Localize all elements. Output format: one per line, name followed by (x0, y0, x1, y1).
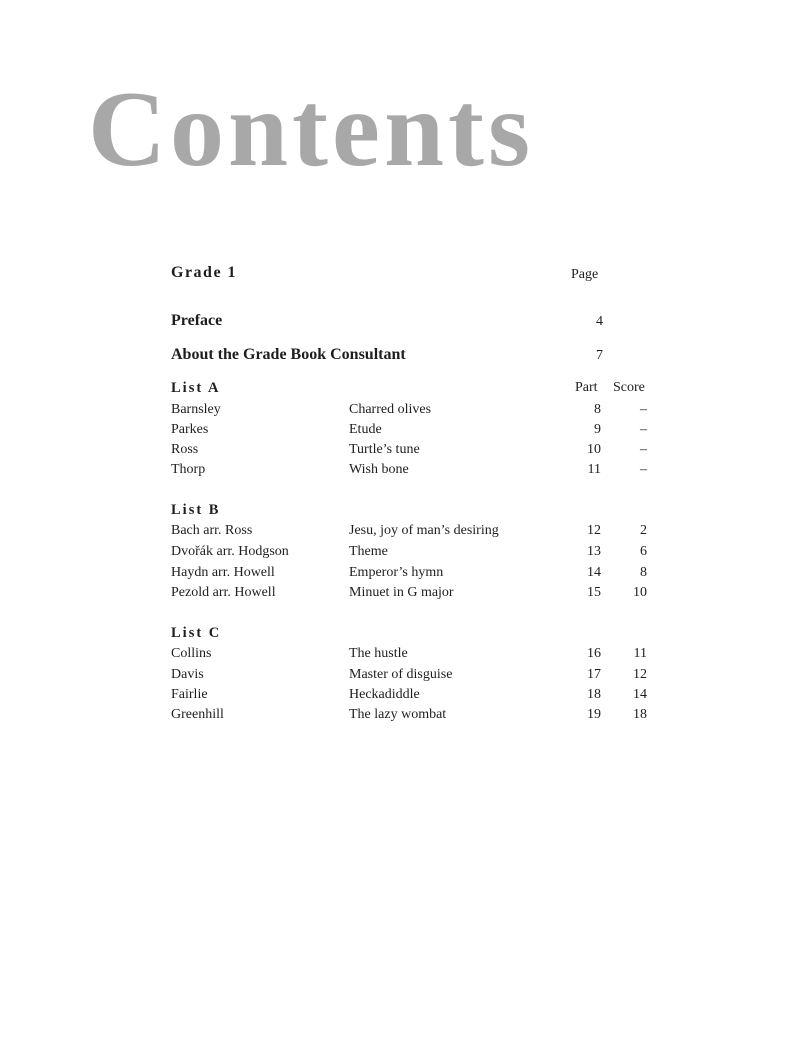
piece-title: Jesu, joy of man’s desiring (349, 523, 499, 538)
piece-title: Heckadiddle (349, 687, 420, 702)
composer: Ross (171, 442, 199, 457)
score-page: 11 (633, 646, 647, 661)
score-page: – (640, 462, 647, 477)
toc-row[interactable] (171, 523, 647, 543)
toc-entry-title: About the Grade Book Consultant (171, 346, 406, 363)
part-page: 8 (594, 402, 601, 417)
part-page: 9 (594, 422, 601, 437)
piece-title: Wish bone (349, 462, 409, 477)
toc-entry-page: 4 (596, 314, 603, 329)
composer: Thorp (171, 462, 206, 477)
score-page: 6 (640, 544, 647, 559)
part-page: 16 (587, 646, 601, 661)
piece-title: Master of disguise (349, 667, 453, 682)
piece-title: Turtle’s tune (349, 442, 420, 457)
composer: Fairlie (171, 687, 208, 702)
score-page: – (640, 402, 647, 417)
toc-row[interactable] (171, 565, 647, 585)
score-page: 12 (633, 667, 647, 682)
list-b-header (171, 502, 647, 522)
composer: Bach arr. Ross (171, 523, 253, 538)
part-page: 18 (587, 687, 601, 702)
piece-title: Minuet in G major (349, 585, 454, 600)
toc-row[interactable] (171, 646, 647, 666)
part-page: 12 (587, 523, 601, 538)
score-page: 10 (633, 585, 647, 600)
part-page: 10 (587, 442, 601, 457)
part-page: 15 (587, 585, 601, 600)
piece-title: Theme (349, 544, 388, 559)
toc-row[interactable] (171, 402, 647, 422)
piece-title: The hustle (349, 646, 408, 661)
composer: Davis (171, 667, 204, 682)
score-column-header: Score (613, 380, 645, 395)
piece-title: Etude (349, 422, 382, 437)
toc-entry-about-consultant[interactable] (171, 346, 603, 368)
grade-label: Grade 1 (171, 264, 238, 281)
composer: Collins (171, 646, 212, 661)
page-title: Contents (88, 70, 535, 189)
score-page: – (640, 422, 647, 437)
composer: Barnsley (171, 402, 221, 417)
part-page: 19 (587, 707, 601, 722)
toc-entry-preface[interactable] (171, 312, 603, 334)
toc-row[interactable] (171, 707, 647, 727)
toc-entry-page: 7 (596, 348, 603, 363)
list-c-header (171, 625, 647, 645)
toc-row[interactable] (171, 462, 647, 482)
list-label: List C (171, 625, 222, 641)
toc-row[interactable] (171, 422, 647, 442)
list-a-header (171, 380, 647, 400)
score-page: – (640, 442, 647, 457)
composer: Haydn arr. Howell (171, 565, 275, 580)
toc-row[interactable] (171, 442, 647, 462)
piece-title: Charred olives (349, 402, 432, 417)
composer: Dvořák arr. Hodgson (171, 544, 289, 559)
score-page: 2 (640, 523, 647, 538)
toc-entry-title: Preface (171, 312, 223, 329)
part-page: 13 (587, 544, 601, 559)
toc-row[interactable] (171, 585, 647, 605)
part-page: 11 (587, 462, 601, 477)
composer: Parkes (171, 422, 209, 437)
score-page: 8 (640, 565, 647, 580)
part-column-header: Part (575, 380, 598, 395)
toc-row[interactable] (171, 687, 647, 707)
score-page: 18 (633, 707, 647, 722)
composer: Pezold arr. Howell (171, 585, 276, 600)
list-label: List A (171, 380, 221, 396)
part-page: 14 (587, 565, 601, 580)
toc-row[interactable] (171, 544, 647, 564)
toc-row[interactable] (171, 667, 647, 687)
part-page: 17 (587, 667, 601, 682)
page-column-header: Page (571, 267, 599, 282)
list-label: List B (171, 502, 221, 518)
piece-title: Emperor’s hymn (349, 565, 444, 580)
score-page: 14 (633, 687, 647, 702)
piece-title: The lazy wombat (349, 707, 447, 722)
grade-header (171, 264, 601, 286)
composer: Greenhill (171, 707, 224, 722)
